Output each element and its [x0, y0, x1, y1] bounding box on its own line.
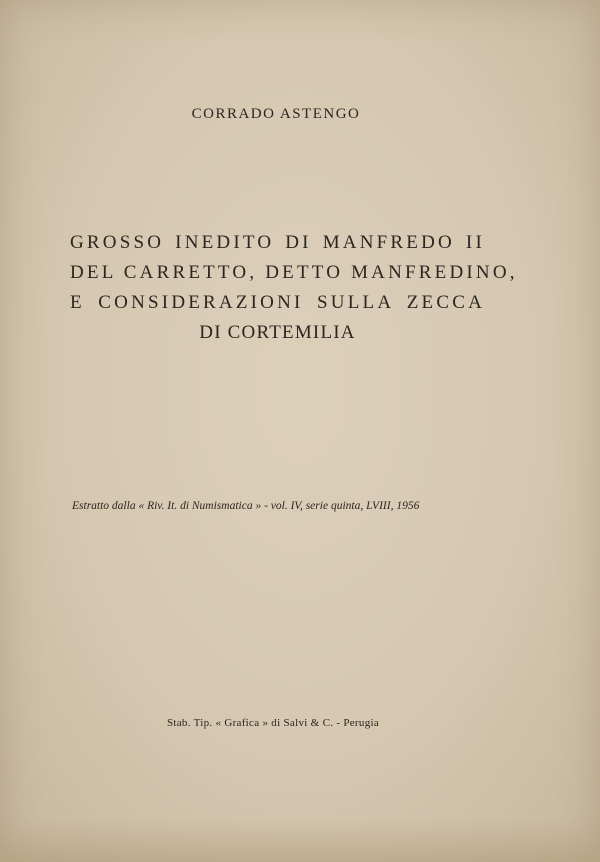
- page-bottom-wear: [0, 818, 600, 862]
- author-name: CORRADO ASTENGO: [191, 106, 361, 122]
- title-line-3: E CONSIDERAZIONI SULLA ZECCA: [70, 292, 485, 313]
- printer-imprint: Stab. Tip. « Grafica » di Salvi & C. - Perugia: [166, 717, 380, 729]
- document-title: [70, 228, 518, 348]
- title-line-4: DI CORTEMILIA: [199, 322, 356, 343]
- extract-note: Estratto dalla « Riv. It. di Numismatica » - vol. IV, serie quinta, LVIII, 1956: [72, 500, 420, 512]
- title-line-2: DEL CARRETTO, DETTO MANFREDINO,: [70, 262, 518, 283]
- title-line-1: GROSSO INEDITO DI MANFREDO II: [70, 232, 485, 253]
